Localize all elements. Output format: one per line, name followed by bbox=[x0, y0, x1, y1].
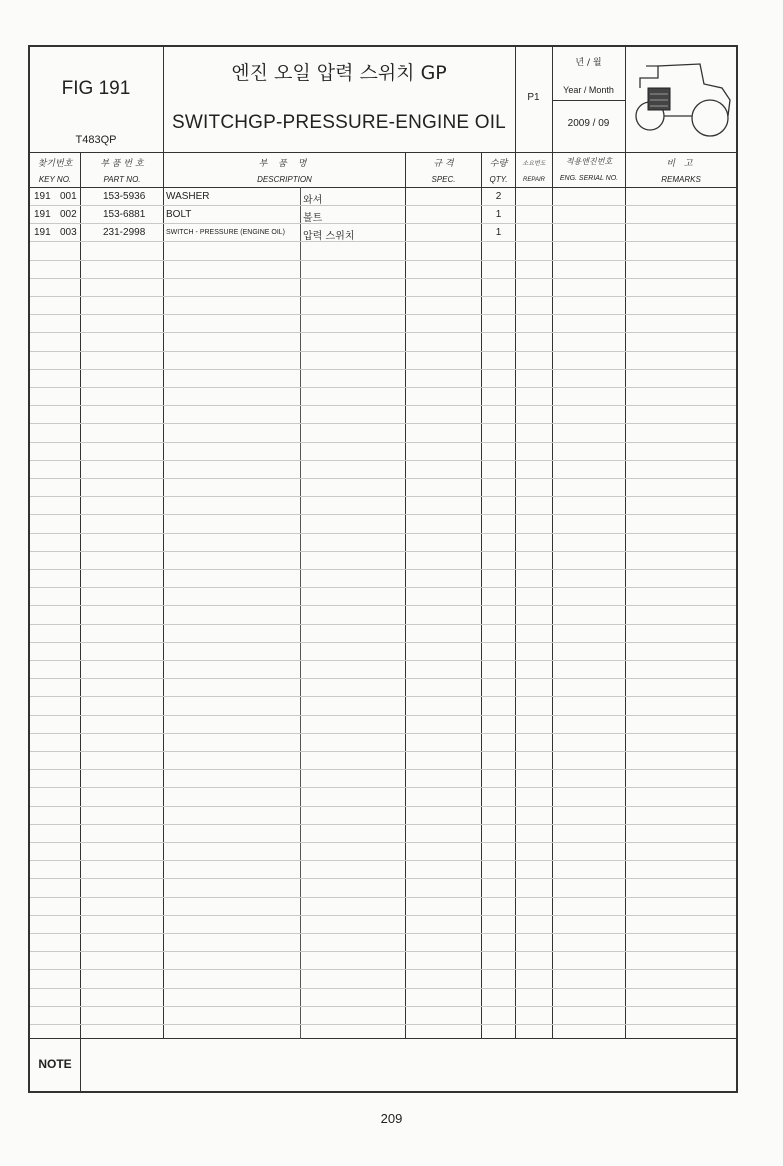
col-qty-ko: 수량 bbox=[489, 159, 508, 169]
row1-desc-en: WASHER bbox=[166, 191, 210, 202]
year-month-label-en: Year / Month bbox=[563, 85, 614, 95]
row-rule bbox=[30, 423, 736, 424]
year-month-label-ko: 년 / 월 bbox=[575, 58, 602, 68]
col-line-repair bbox=[552, 152, 553, 1039]
row-rule bbox=[30, 314, 736, 315]
row3-desc-ko: 압력 스위치 bbox=[303, 231, 355, 242]
row1-desc-ko: 와셔 bbox=[303, 195, 323, 206]
col-desc-en: DESCRIPTION bbox=[257, 175, 312, 184]
row-rule bbox=[30, 715, 736, 716]
title-vline-4 bbox=[625, 47, 626, 153]
row-rule bbox=[30, 860, 736, 861]
header-divider bbox=[30, 152, 736, 153]
row-rule bbox=[30, 824, 736, 825]
row-rule bbox=[30, 915, 736, 916]
row3-part: 231-2998 bbox=[103, 227, 146, 238]
row3-desc-en: SWITCH - PRESSURE (ENGINE OIL) bbox=[166, 229, 286, 236]
col-repair-ko: 소요번도 bbox=[522, 160, 546, 167]
col-remarks-en: REMARKS bbox=[661, 175, 701, 184]
row-rule bbox=[30, 332, 736, 333]
col-line-spec bbox=[481, 152, 482, 1039]
row-rule bbox=[30, 769, 736, 770]
row-rule bbox=[30, 533, 736, 534]
row-rule bbox=[30, 878, 736, 879]
row-rule bbox=[30, 733, 736, 734]
tractor-icon bbox=[630, 58, 734, 140]
row-rule bbox=[30, 787, 736, 788]
row-rule bbox=[30, 260, 736, 261]
row2-desc-ko: 볼트 bbox=[303, 213, 323, 224]
col-serial-en: ENG. SERIAL NO. bbox=[559, 175, 619, 182]
col-part-ko: 부 품 번 호 bbox=[100, 159, 144, 169]
fig-number: FIG 191 bbox=[61, 78, 131, 99]
row3-key: 003 bbox=[60, 227, 77, 238]
row2-key: 002 bbox=[60, 209, 77, 220]
row-rule bbox=[30, 751, 736, 752]
row-rule bbox=[30, 842, 736, 843]
row3-fig: 191 bbox=[34, 227, 51, 238]
row-rule bbox=[30, 496, 736, 497]
title-korean: 엔진 오일 압력 스위치 GP bbox=[231, 62, 447, 84]
col-line-qty bbox=[515, 152, 516, 1039]
page-code: P1 bbox=[527, 92, 540, 103]
row-rule bbox=[30, 660, 736, 661]
row-rule bbox=[30, 278, 736, 279]
row-rule bbox=[30, 988, 736, 989]
row-rule bbox=[30, 442, 736, 443]
row2-qty: 1 bbox=[495, 209, 502, 220]
column-header-divider bbox=[30, 187, 736, 188]
row-rule bbox=[30, 351, 736, 352]
row-rule bbox=[30, 223, 736, 224]
row1-fig: 191 bbox=[34, 191, 51, 202]
row-rule bbox=[30, 678, 736, 679]
row3-qty: 1 bbox=[495, 227, 502, 238]
note-label: NOTE bbox=[38, 1057, 72, 1071]
row2-desc-en: BOLT bbox=[166, 209, 192, 220]
row-rule bbox=[30, 478, 736, 479]
row2-part: 153-6881 bbox=[103, 209, 146, 220]
row-rule bbox=[30, 551, 736, 552]
col-desc-ko: 부 품 명 bbox=[258, 159, 311, 169]
year-month-value: 2009 / 09 bbox=[567, 118, 610, 129]
row-rule bbox=[30, 951, 736, 952]
row-rule bbox=[30, 205, 736, 206]
col-key-ko: 찾기번호 bbox=[37, 159, 73, 169]
row-rule bbox=[30, 933, 736, 934]
col-serial-ko: 적용엔진번호 bbox=[565, 157, 613, 166]
page-number: 209 bbox=[380, 1111, 403, 1126]
row-rule bbox=[30, 569, 736, 570]
row-rule bbox=[30, 514, 736, 515]
row-rule bbox=[30, 405, 736, 406]
row1-part: 153-5936 bbox=[103, 191, 146, 202]
row-rule bbox=[30, 587, 736, 588]
row-rule bbox=[30, 460, 736, 461]
col-part-en: PART NO. bbox=[103, 175, 141, 184]
row-rule bbox=[30, 1006, 736, 1007]
row1-qty: 2 bbox=[495, 191, 502, 202]
col-repair-en: REPAIR bbox=[523, 177, 545, 183]
note-divider bbox=[30, 1038, 736, 1039]
row-rule bbox=[30, 642, 736, 643]
row-rule bbox=[30, 605, 736, 606]
col-line-key bbox=[80, 152, 81, 1039]
note-vline bbox=[80, 1038, 81, 1091]
col-qty-en: QTY. bbox=[489, 175, 508, 184]
title-english: SWITCHGP-PRESSURE-ENGINE OIL bbox=[172, 112, 506, 133]
row-rule bbox=[30, 806, 736, 807]
col-key-en: KEY NO. bbox=[38, 175, 72, 184]
col-line-serial bbox=[625, 152, 626, 1039]
row-rule bbox=[30, 897, 736, 898]
col-spec-en: SPEC. bbox=[431, 175, 456, 184]
col-line-part bbox=[163, 152, 164, 1039]
row-rule bbox=[30, 387, 736, 388]
row-rule bbox=[30, 296, 736, 297]
row-rule bbox=[30, 624, 736, 625]
year-month-divider bbox=[553, 100, 625, 101]
col-line-desc bbox=[405, 152, 406, 1039]
row1-key: 001 bbox=[60, 191, 77, 202]
row-rule bbox=[30, 969, 736, 970]
col-spec-ko: 규 격 bbox=[433, 159, 454, 169]
row-rule bbox=[30, 1024, 736, 1025]
row-rule bbox=[30, 241, 736, 242]
row2-fig: 191 bbox=[34, 209, 51, 220]
col-remarks-ko: 비 고 bbox=[666, 159, 696, 169]
model-code: T483QP bbox=[75, 134, 117, 146]
row-rule bbox=[30, 369, 736, 370]
row-rule bbox=[30, 696, 736, 697]
